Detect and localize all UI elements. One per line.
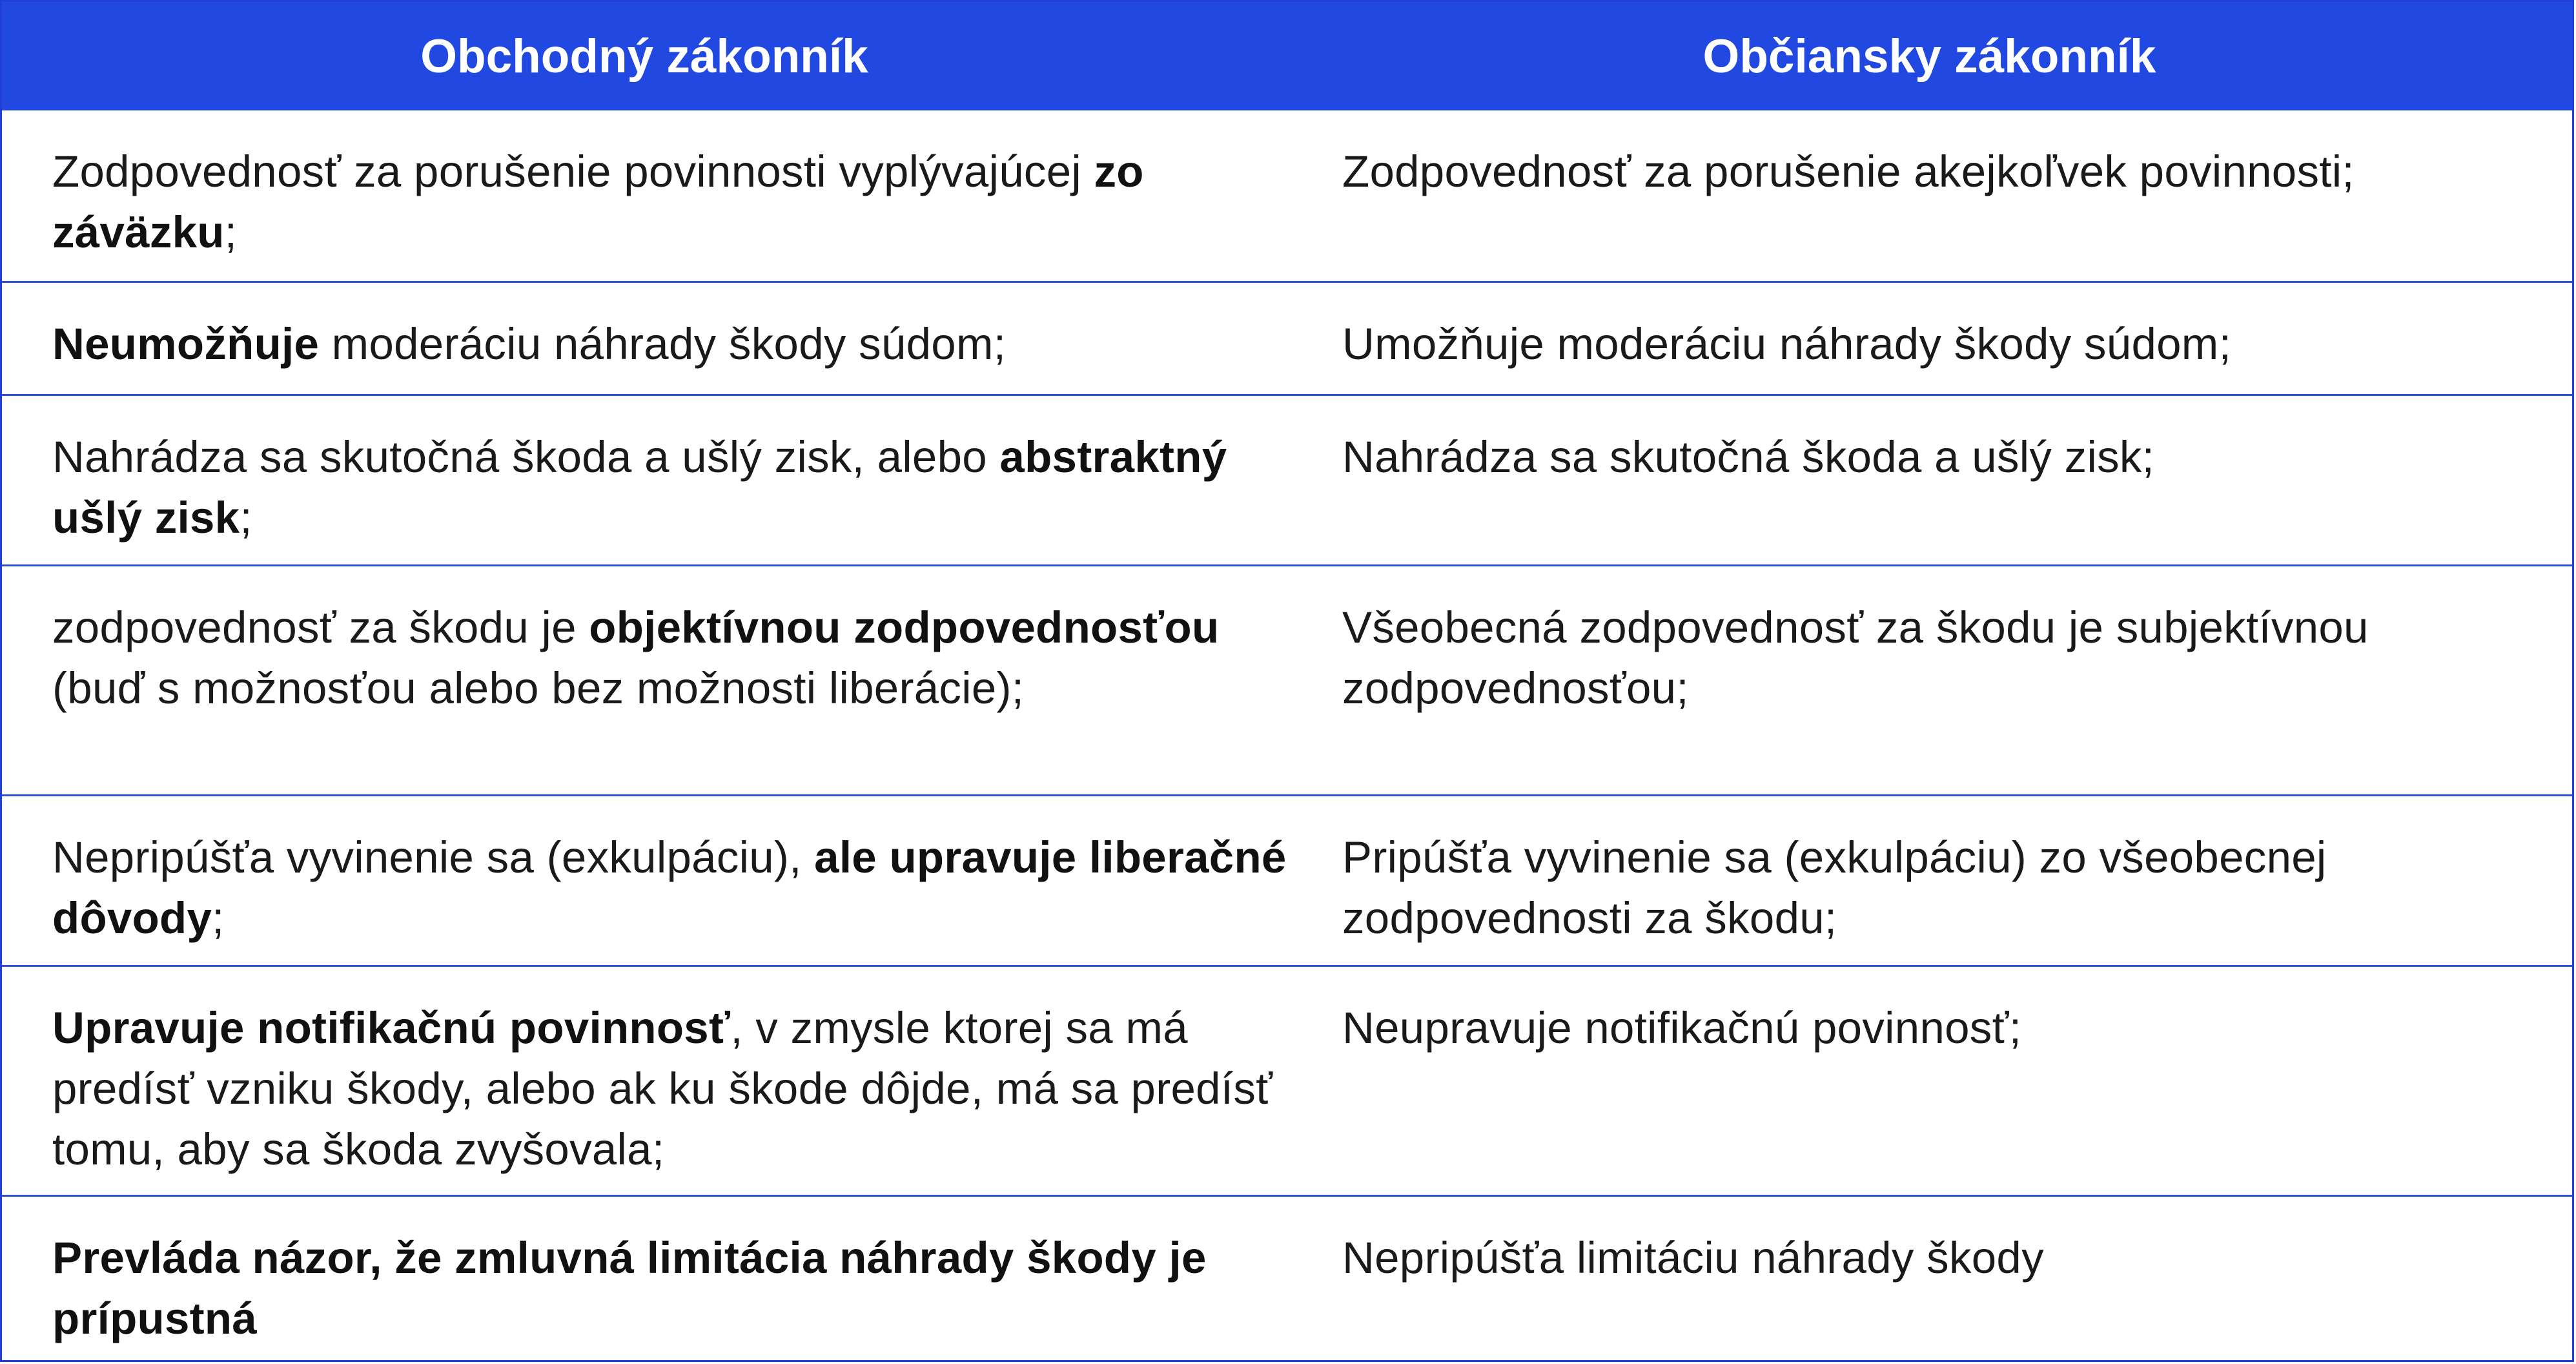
table-row: [2, 394, 2572, 564]
table-row: [2, 794, 2572, 965]
cell-text-segment: Upravuje notifikačnú povinnosť: [52, 1003, 731, 1053]
cell-text-segment: ;: [212, 893, 225, 943]
cell-text-segment: abstraktný ušlý zisk: [52, 432, 1227, 542]
cell-right: [1287, 796, 2572, 965]
cell-text-segment: moderáciu náhrady škody súdom;: [319, 319, 1007, 369]
cell-right: [1287, 967, 2572, 1195]
cell-text-segment: ;: [240, 493, 252, 542]
header-obciansky-zakonnik: Občiansky zákonník: [1702, 30, 2156, 83]
cell-left: [2, 967, 1287, 1195]
cell-left: [2, 283, 1287, 394]
cell-text-segment: Zodpovednosť za porušenie povinnosti vyplývajúcej: [52, 147, 1094, 196]
cell-left: [2, 396, 1287, 564]
cell-text-segment: Neumožňuje: [52, 319, 320, 369]
cell-left: [2, 110, 1287, 281]
table-body: [2, 110, 2572, 1360]
cell-text-segment: , v zmysle ktorej sa má predísť vzniku škody, alebo ak ku škode dôjde, má sa predísť tomu, aby sa škoda zvyšovala;: [52, 1003, 1273, 1174]
table-row: [2, 281, 2572, 394]
cell-left: [2, 1197, 1287, 1360]
cell-text-segment: Nahrádza sa skutočná škoda a ušlý zisk;: [1342, 432, 2155, 482]
cell-text-segment: Nepripúšťa vyvinenie sa (exkulpáciu),: [52, 832, 815, 882]
cell-right: [1287, 1197, 2572, 1360]
cell-text-segment: Neupravuje notifikačnú povinnosť;: [1342, 1003, 2022, 1053]
header-obchodny-zakonnik: Obchodný zákonník: [420, 30, 868, 83]
table-row: [2, 110, 2572, 281]
cell-text-segment: ;: [224, 207, 238, 257]
table-row: [2, 965, 2572, 1195]
cell-text-segment: objektívnou zodpovednosťou: [589, 603, 1220, 652]
cell-left: [2, 566, 1287, 794]
cell-right: [1287, 566, 2572, 794]
cell-text-segment: Nahrádza sa skutočná škoda a ušlý zisk, alebo: [52, 432, 1000, 482]
cell-text-segment: zo záväzku: [52, 147, 1144, 257]
cell-text-segment: Umožňuje moderáciu náhrady škody súdom;: [1342, 319, 2232, 369]
cell-text-segment: Nepripúšťa limitáciu náhrady škody: [1342, 1233, 2044, 1283]
cell-right: [1287, 110, 2572, 281]
cell-text-segment: Pripúšťa vyvinenie sa (exkulpáciu) zo všeobecnej zodpovednosti za škodu;: [1342, 832, 2327, 943]
cell-text-segment: Prevláda názor, že zmluvná limitácia náhrady škody je prípustná: [52, 1233, 1207, 1343]
cell-right: [1287, 396, 2572, 564]
table-header: [2, 2, 2572, 110]
table-row: [2, 1195, 2572, 1360]
cell-text-segment: (buď s možnosťou alebo bez možnosti liberácie);: [52, 663, 1025, 713]
table-row: [2, 564, 2572, 794]
cell-text-segment: Zodpovednosť za porušenie akejkoľvek povinnosti;: [1342, 147, 2355, 196]
cell-text-segment: ale upravuje liberačné dôvody: [52, 832, 1287, 943]
cell-left: [2, 796, 1287, 965]
cell-text-segment: Všeobecná zodpovednosť za škodu je subjektívnou zodpovednosťou;: [1342, 603, 2369, 713]
cell-text-segment: zodpovednosť za škodu je: [52, 603, 589, 652]
cell-right: [1287, 283, 2572, 394]
